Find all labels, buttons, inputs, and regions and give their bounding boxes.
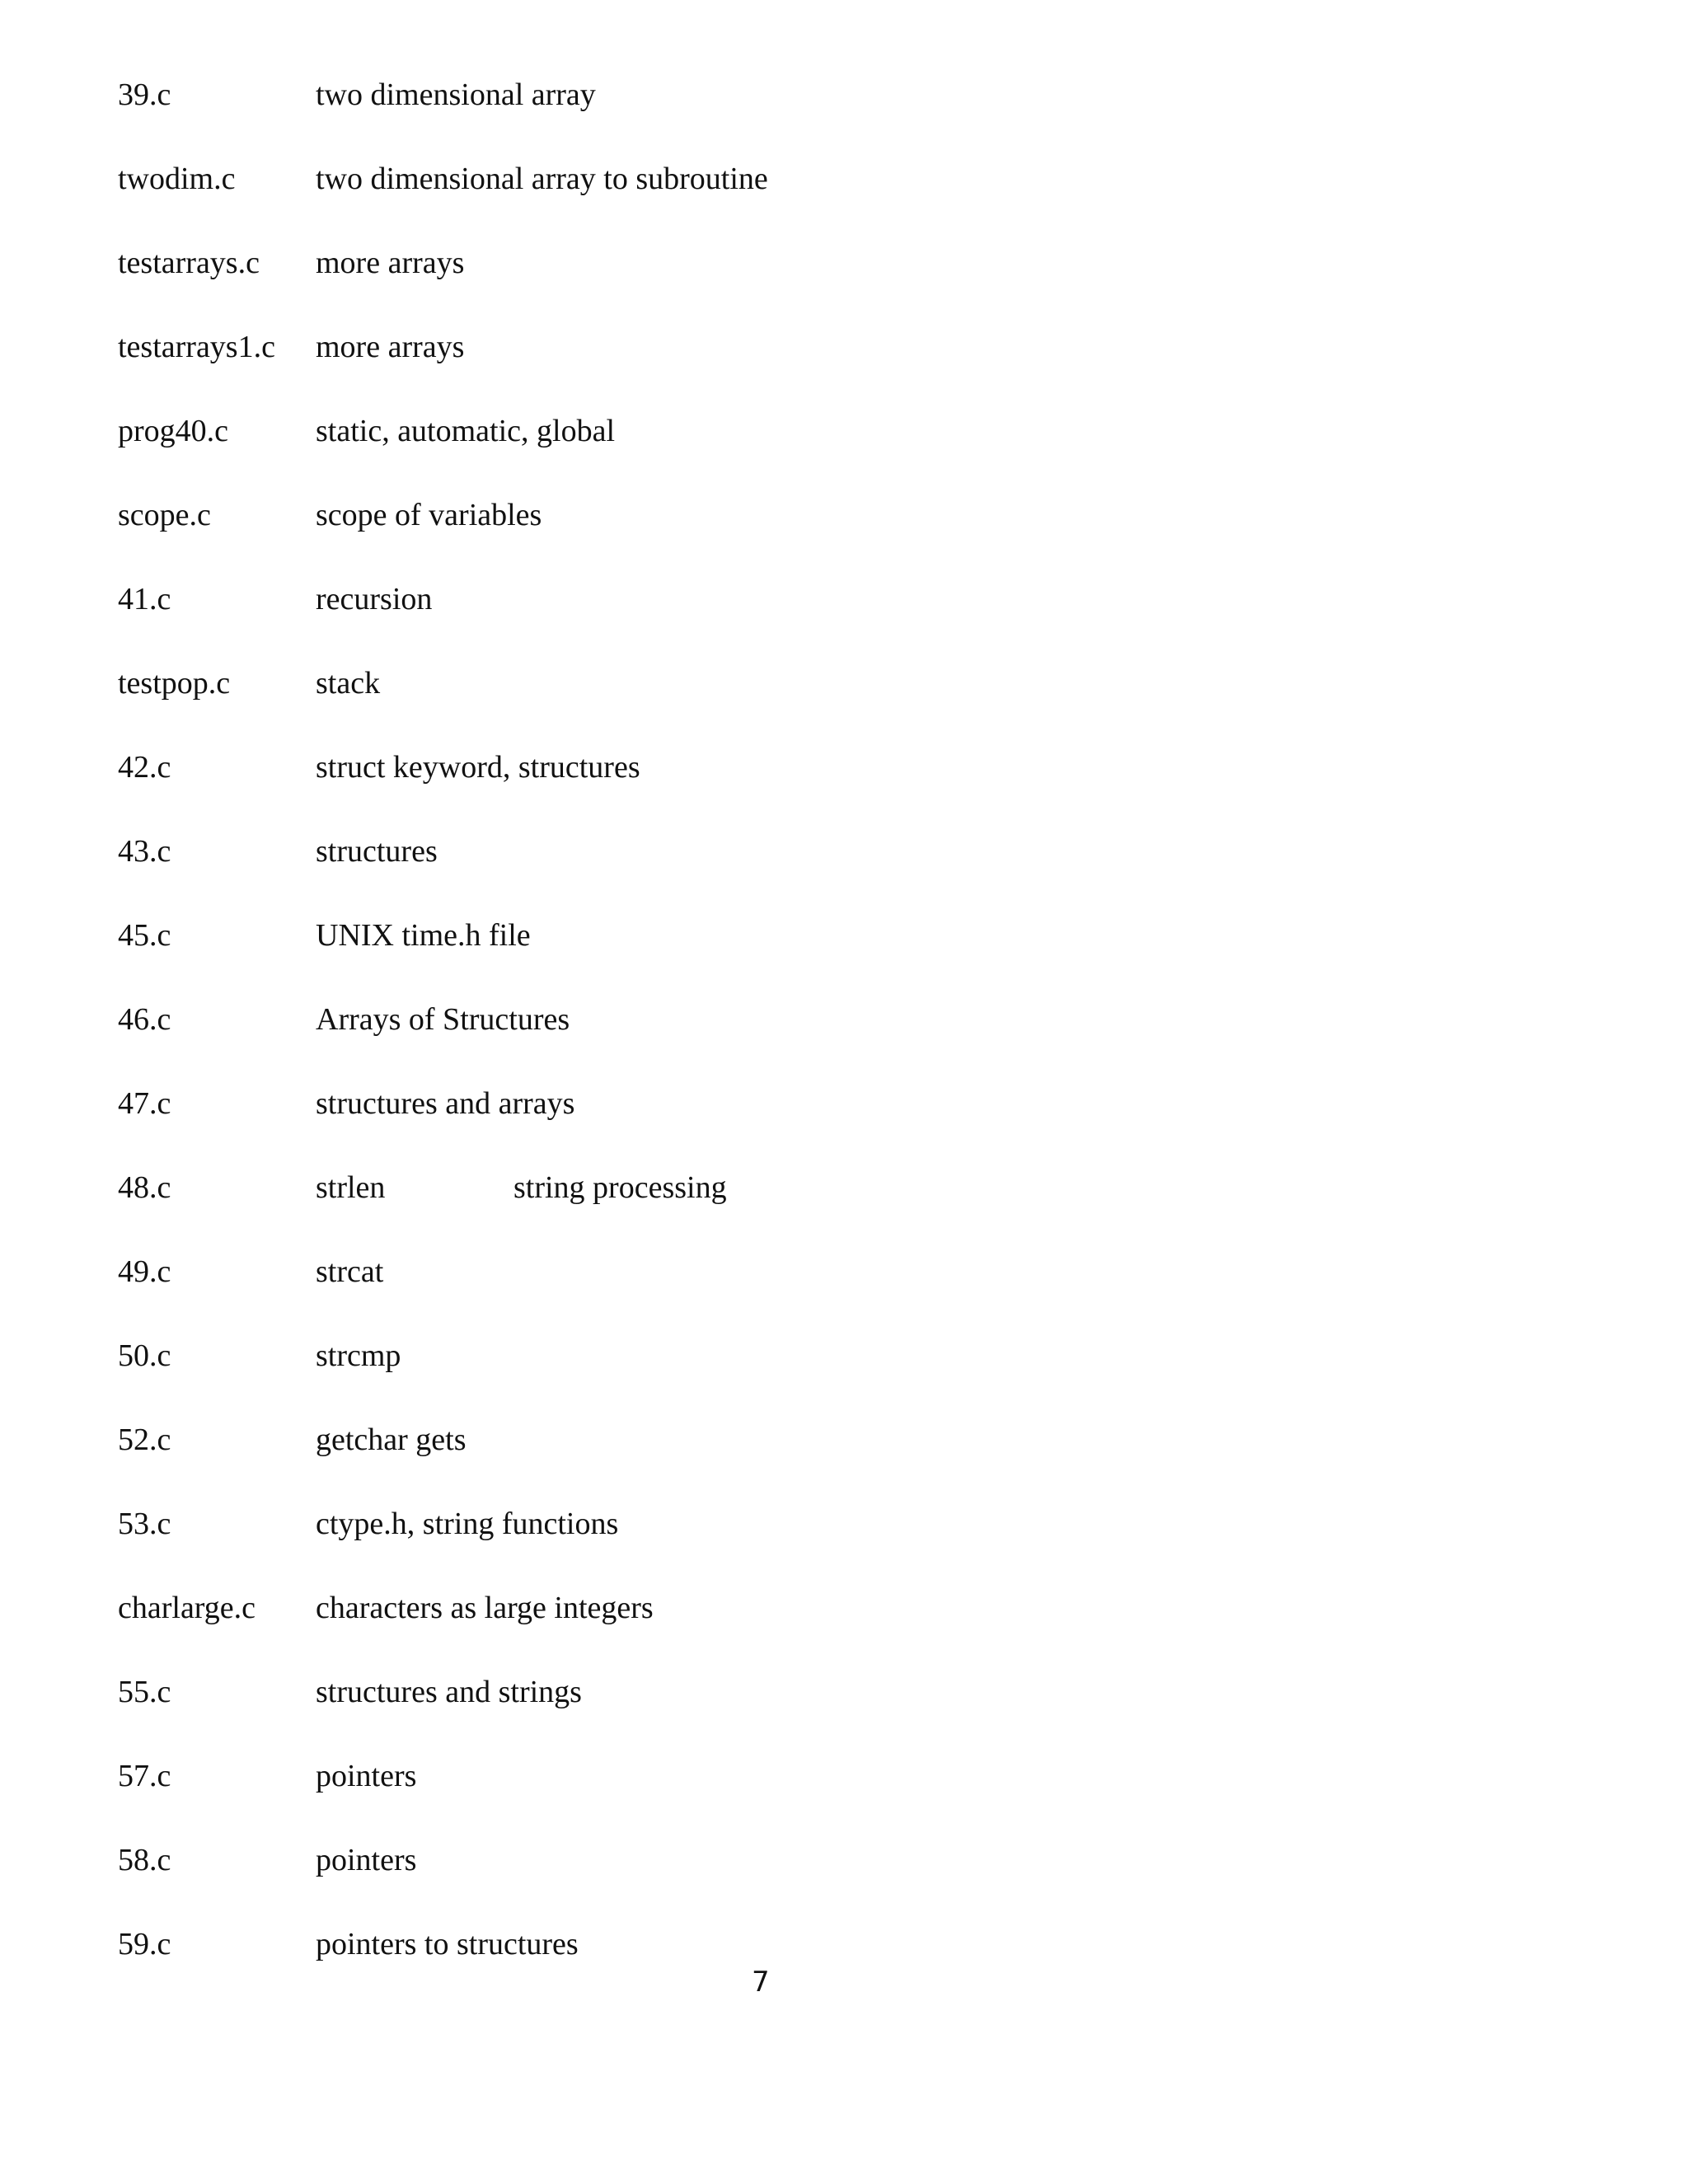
file-name: testpop.c xyxy=(118,666,231,701)
file-name: scope.c xyxy=(118,498,211,532)
file-description: static, automatic, global xyxy=(316,414,616,448)
file-description: scope of variables xyxy=(316,498,542,532)
file-description: strlen xyxy=(316,1170,386,1205)
file-name: 47.c xyxy=(118,1086,171,1121)
file-description: getchar gets xyxy=(316,1422,467,1457)
file-name: twodim.c xyxy=(118,162,236,196)
file-description: more arrays xyxy=(316,330,465,364)
file-name: 59.c xyxy=(118,1927,171,1961)
file-name: 41.c xyxy=(118,582,171,616)
file-name: 45.c xyxy=(118,918,171,953)
file-name: testarrays1.c xyxy=(118,330,275,364)
file-name: 48.c xyxy=(118,1170,171,1205)
file-name: testarrays.c xyxy=(118,246,260,280)
page-number: 7 xyxy=(752,1966,770,1999)
file-description: stack xyxy=(316,666,381,701)
file-description: pointers xyxy=(316,1843,417,1877)
file-name: 52.c xyxy=(118,1422,171,1457)
file-description: structures xyxy=(316,834,438,869)
file-description: characters as large integers xyxy=(316,1591,654,1625)
file-description: struct keyword, structures xyxy=(316,750,640,785)
file-description: structures and strings xyxy=(316,1675,582,1709)
file-description: strcmp xyxy=(316,1338,401,1373)
file-description: pointers to structures xyxy=(316,1927,579,1961)
file-description: recursion xyxy=(316,582,433,616)
file-name: 42.c xyxy=(118,750,171,785)
file-description: structures and arrays xyxy=(316,1086,575,1121)
file-name: 57.c xyxy=(118,1759,171,1793)
file-description: UNIX time.h file xyxy=(316,918,531,953)
file-name: 55.c xyxy=(118,1675,171,1709)
file-description: two dimensional array xyxy=(316,77,596,112)
file-name: 39.c xyxy=(118,77,171,112)
file-name: 49.c xyxy=(118,1254,171,1289)
file-description: Arrays of Structures xyxy=(316,1002,570,1037)
file-name: 43.c xyxy=(118,834,171,869)
file-description: pointers xyxy=(316,1759,417,1793)
file-name: 46.c xyxy=(118,1002,171,1037)
file-name: prog40.c xyxy=(118,414,229,448)
file-extra-description: string processing xyxy=(513,1170,727,1205)
file-name: 58.c xyxy=(118,1843,171,1877)
file-name: 53.c xyxy=(118,1507,171,1541)
file-name: 50.c xyxy=(118,1338,171,1373)
file-description: ctype.h, string functions xyxy=(316,1507,619,1541)
file-description: two dimensional array to subroutine xyxy=(316,162,768,196)
file-description: more arrays xyxy=(316,246,465,280)
file-name: charlarge.c xyxy=(118,1591,256,1625)
file-description: strcat xyxy=(316,1254,384,1289)
